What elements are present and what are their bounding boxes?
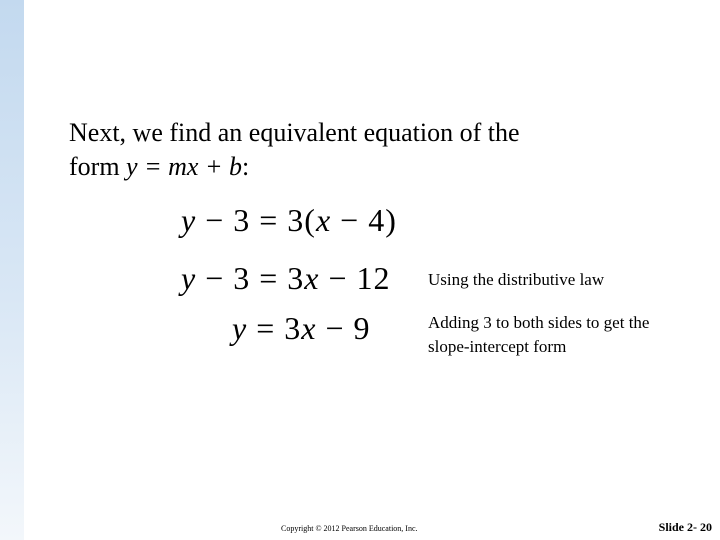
equation-step-3 (232, 308, 371, 348)
equation-step-1 (181, 200, 397, 240)
eq2-y: y (181, 260, 197, 296)
distributive-law-note: Using the distributive law (428, 270, 605, 289)
eq3-y: y (232, 310, 248, 346)
eq3-x: x (301, 310, 317, 346)
eq2-x: x (304, 260, 320, 296)
copyright-notice: Copyright © 2012 Pearson Education, Inc. (281, 524, 418, 533)
eq1-middle: − 3 = 3( (196, 202, 316, 238)
intro-line-2-prefix: form (69, 152, 127, 181)
adding-three-note: Adding 3 to both sides to get the slope-intercept form (428, 313, 650, 356)
intro-line-2-suffix: : (242, 152, 250, 181)
intro-line-2 (69, 150, 669, 184)
eq3-end: − 9 (316, 310, 371, 346)
left-decorative-band (0, 0, 24, 540)
eq2-middle: − 3 = 3 (196, 260, 305, 296)
eq2-end: − 12 (319, 260, 391, 296)
intro-line-1: Next, we find an equivalent equation of the (69, 118, 520, 147)
equation-step-2 (181, 258, 391, 298)
eq3-middle: = 3 (247, 310, 302, 346)
slope-intercept-formula: y = mx + b (126, 152, 242, 181)
slide-number: Slide 2- 20 (658, 520, 712, 534)
eq1-x: x (315, 202, 332, 238)
eq1-end: − 4) (331, 202, 397, 238)
eq1-y: y (181, 202, 197, 238)
intro-text (69, 116, 669, 184)
